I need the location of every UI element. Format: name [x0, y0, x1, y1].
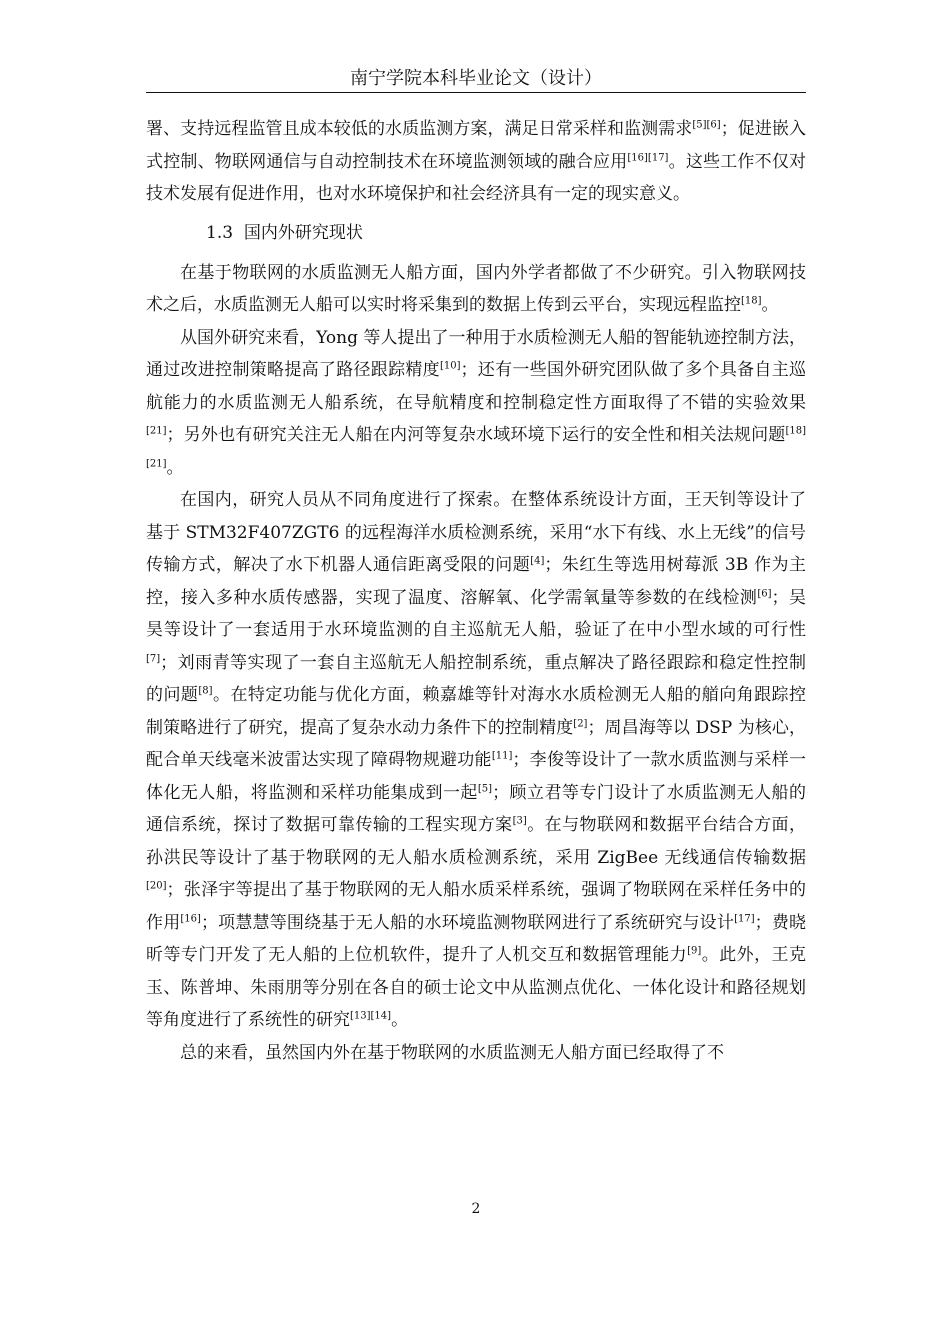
citation: [13][14] — [350, 1010, 392, 1022]
text-run: 。在特定功能与优化方面，赖嘉雄等针对海水水质检测无人船的艏向角跟踪控制策略进行了研究，提高了复杂水动力条件下的控制精度 — [146, 685, 807, 738]
citation: [4] — [530, 555, 545, 567]
citation: [16][17] — [627, 151, 669, 163]
text-run: 。 — [391, 1010, 409, 1030]
text-run: ；还有一些国外研究团队做了多个具备自主巡航能力的水质监测无人船系统，在导航精度和控制稳定性方面取得了不错的实验效果 — [146, 360, 807, 413]
citation: [2] — [573, 717, 588, 729]
citation: [9] — [687, 945, 702, 957]
header-rule — [146, 92, 806, 93]
citation: [20] — [146, 880, 167, 892]
page-number: 2 — [471, 1201, 481, 1217]
paragraph-foreign-research — [146, 322, 806, 485]
text-run: ；项慧慧等围绕基于无人船的水环境监测物联网进行了系统研究与设计 — [200, 912, 735, 933]
section-heading — [146, 215, 806, 251]
citation: [18] — [741, 295, 762, 307]
citation: [5] — [477, 782, 493, 794]
text-run: ；刘雨青等实现了一套自主巡航无人船控制系统，重点解决了路径跟踪和稳定性控制的问题 — [146, 652, 806, 705]
text-run: ；顾立君等专门设计了水质监测无人船的通信系统，探讨了数据可靠传输的工程实现方案 — [146, 782, 807, 835]
text-run: ；张泽宇等提出了基于物联网的无人船水质采样系统，强调了物联网在采样任务中的作用 — [146, 880, 806, 933]
text-run: 。这些工作不仅对技术发展有促进作用，也对水环境保护和社会经济具有一定的现实意义。 — [146, 151, 807, 204]
text-run: 在国内，研究人员从不同角度进行了探索。在整体系统设计方面，王天钊等设计了基于 STM32F407ZGT6 的远程海洋水质检测系统，采用“水下有线、水上无线”的信号传输方式，解决了水下机器人通信距离受限的问题 — [146, 490, 806, 575]
citation: [11] — [491, 750, 513, 762]
page-body — [146, 113, 806, 1069]
text-run: ；吴昊等设计了一套适用于水环境监测的自主巡航无人船，验证了在中小型水域的可行性 — [146, 587, 806, 640]
paragraph-domestic-research — [146, 484, 806, 1037]
citation: [7] — [146, 652, 161, 664]
text-run: 总的来看，虽然国内外在基于物联网的水质监测无人船方面已经取得了不 — [180, 1042, 724, 1063]
citation: [21] — [146, 425, 167, 437]
text-run: 。在与物联网和数据平台结合方面，孙洪民等设计了基于物联网的无人船水质检测系统，采用 ZigBee 无线通信传输数据 — [146, 815, 807, 868]
paragraph-continued — [146, 113, 806, 211]
text-run: 在基于物联网的水质监测无人船方面，国内外学者都做了不少研究。引入物联网技术之后，水质监测无人船可以实时将采集到的数据上传到云平台，实现远程监控 — [146, 262, 806, 315]
text-run: ；另外也有研究关注无人船在内河等复杂水域环境下运行的安全性和相关法规问题 — [166, 425, 786, 445]
text-run: ；周昌海等以 DSP 为核心，配合单天线毫米波雷达实现了障碍物规避功能 — [146, 717, 806, 770]
section-number: 1.3 — [206, 222, 234, 243]
citation: [18][21] — [146, 425, 806, 469]
citation: [10] — [439, 360, 461, 372]
paragraph-intro — [146, 257, 806, 322]
text-run: 。 — [761, 295, 779, 315]
citation: [17] — [734, 912, 755, 924]
page-header-title: 南宁学院本科毕业论文（设计） — [350, 68, 602, 89]
paragraph-summary — [146, 1037, 806, 1070]
citation: [6] — [757, 587, 772, 599]
citation: [5][6] — [692, 119, 721, 131]
text-run: 署、支持远程监管且成本较低的水质监测方案，满足日常采样和监测需求 — [146, 119, 693, 139]
citation: [3] — [512, 815, 527, 827]
text-run: ；朱红生等选用树莓派 3B 作为主控，接入多种水质传感器，实现了温度、溶解氧、化学需氧量等参数的在线检测 — [146, 555, 807, 608]
text-run: ；促进嵌入式控制、物联网通信与自动控制技术在环境监测领域的融合应用 — [146, 119, 806, 172]
text-run: 。 — [166, 457, 184, 478]
text-run: ；李俊等设计了一款水质监测与采样一体化无人船，将监测和采样功能集成到一起 — [146, 750, 807, 803]
text-run: 。此外，王克玉、陈普坤、朱雨朋等分别在各自的硕士论文中从监测点优化、一体化设计和路径规划等角度进行了系统性的研究 — [146, 945, 807, 1030]
citation: [16] — [180, 912, 201, 924]
section-title: 国内外研究现状 — [243, 222, 363, 243]
citation: [8] — [198, 685, 213, 697]
text-run: ；费晓昕等专门开发了无人船的上位机软件，提升了人机交互和数据管理能力 — [146, 912, 807, 965]
text-run: 从国外研究来看，Yong 等人提出了一种用于水质检测无人船的智能轨迹控制方法，通过改进控制策略提高了路径跟踪精度 — [146, 327, 806, 380]
